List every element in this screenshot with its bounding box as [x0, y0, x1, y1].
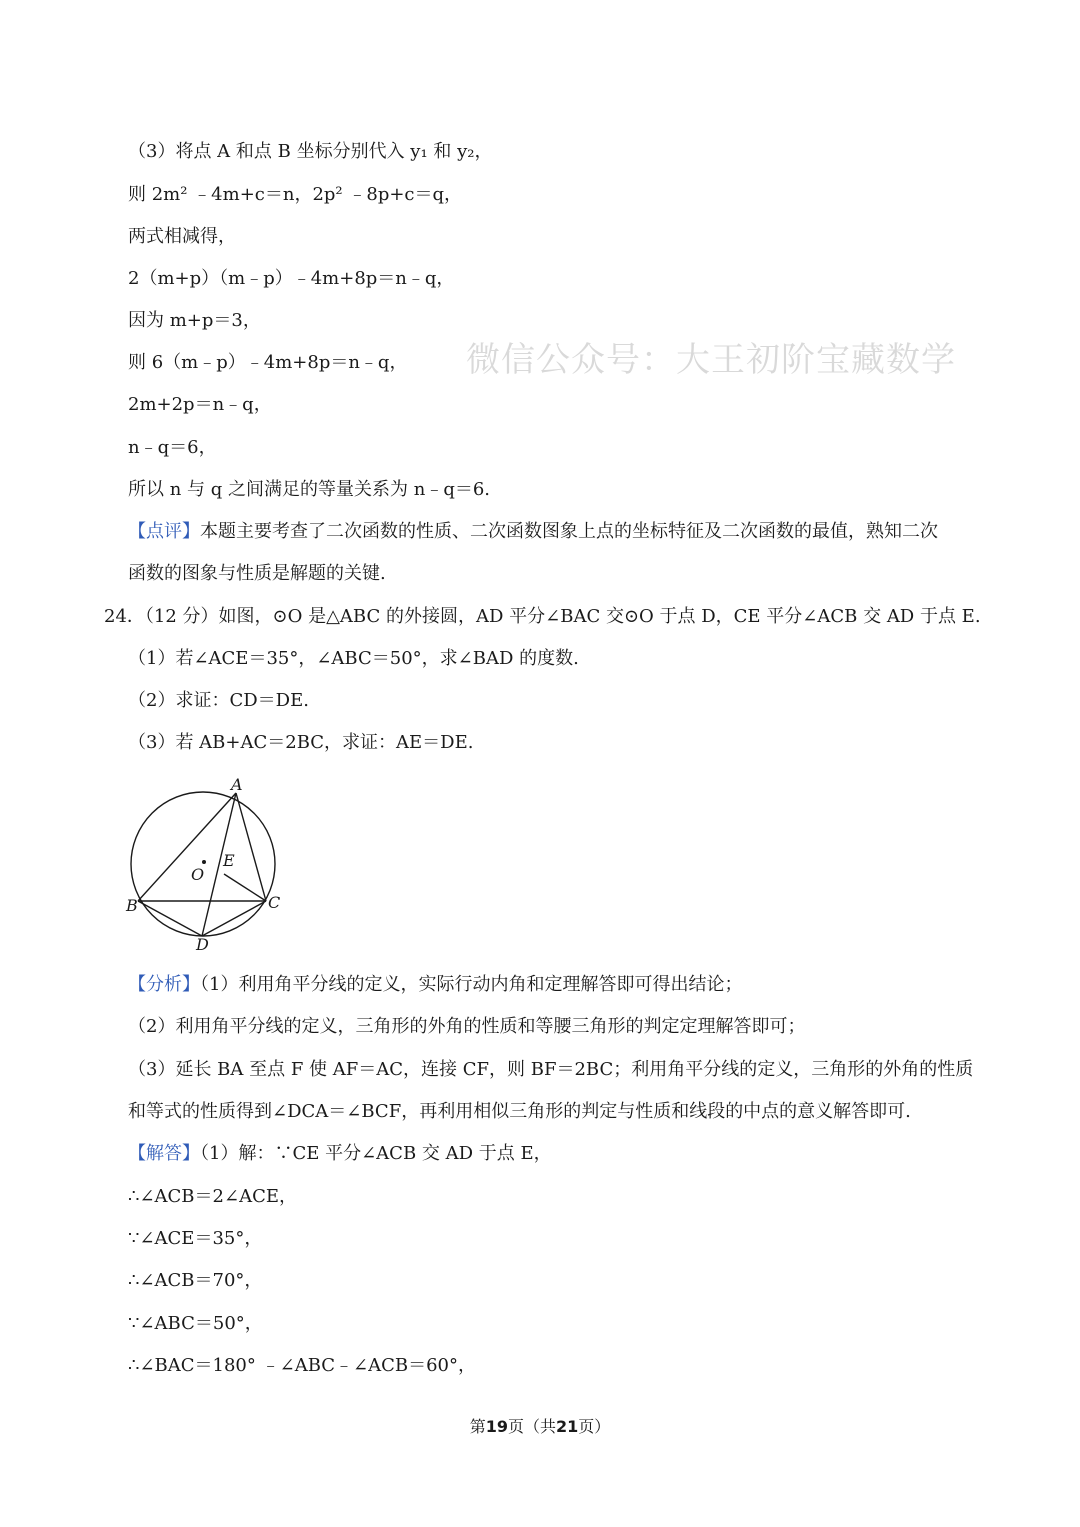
text-line	[128, 1015, 805, 1039]
line-text: 则 6（m﹣p）﹣4m+8p＝n﹣q，	[128, 352, 408, 373]
text-line	[128, 973, 742, 997]
question-24: 24．（12 分）如图，⊙O 是△ABC 的外接圆，AD 平分∠BAC 交⊙O 于点 D，CE 平分∠ACB 交 AD 于点 E.	[104, 606, 981, 627]
text-line	[128, 1312, 263, 1336]
text-line	[128, 267, 454, 291]
line-text: 2m+2p＝n﹣q，	[128, 394, 272, 415]
text-line	[128, 1100, 911, 1124]
line-text: ∵∠ACE＝35°，	[128, 1228, 263, 1249]
label-a: A	[231, 776, 243, 794]
footer-mid: 页（共	[507, 1417, 556, 1436]
line-text: 所以 n 与 q 之间满足的等量关系为 n﹣q＝6.	[128, 479, 491, 500]
footer-pre: 第	[469, 1417, 486, 1436]
text-line	[128, 562, 386, 586]
text-line	[128, 1142, 552, 1166]
text-line	[128, 1227, 262, 1251]
line-text: （2）利用角平分线的定义，三角形的外角的性质和等腰三角形的判定定理解答即可；	[128, 1016, 806, 1037]
line-text: ∴∠BAC＝180° ﹣∠ABC﹣∠ACB＝60°，	[128, 1355, 477, 1376]
line-text: （2）求证：CD＝DE.	[128, 690, 309, 711]
segment-ab	[138, 793, 236, 901]
line-text: 两式相减得，	[128, 226, 236, 247]
footer-post: 页）	[578, 1417, 611, 1436]
line-text: ∴∠ACB＝70°，	[128, 1270, 263, 1291]
line-text: ∵∠ABC＝50°，	[128, 1313, 263, 1334]
center-dot	[202, 860, 206, 864]
text-line	[128, 731, 473, 755]
text-line	[128, 436, 217, 460]
label-e: E	[223, 851, 235, 870]
footer-page: 19	[485, 1417, 508, 1436]
page-footer	[0, 1414, 1080, 1437]
text-line	[128, 478, 490, 502]
line-text: 本题主要考查了二次函数的性质、二次函数图象上点的坐标特征及二次函数的最值，熟知二次	[200, 521, 938, 542]
text-line	[128, 309, 261, 333]
circle-o	[131, 792, 275, 936]
line-text: （1）利用角平分线的定义，实际行动内角和定理解答即可得出结论；	[200, 974, 743, 995]
label-c: C	[268, 893, 281, 912]
section-tag: 【点评】	[128, 521, 200, 542]
geometry-figure	[124, 776, 284, 951]
label-b: B	[126, 896, 138, 915]
line-text: （3）延长 BA 至点 F 使 AF＝AC，连接 CF，则 BF＝2BC；利用角平分线的定义，三角形的外角的性质	[128, 1059, 974, 1080]
line-text: 则 2m² ﹣4m+c＝n，2p² ﹣8p+c＝q，	[128, 184, 463, 205]
label-o: O	[191, 865, 205, 884]
text-line	[128, 225, 236, 249]
text-line	[128, 140, 493, 164]
footer-total: 21	[556, 1417, 579, 1436]
text-line	[128, 1185, 297, 1209]
line-text: 因为 m+p＝3，	[128, 310, 261, 331]
line-text: 和等式的性质得到∠DCA＝∠BCF，再利用相似三角形的判定与性质和线段的中点的意义解答即可.	[128, 1101, 911, 1122]
text-line	[128, 647, 579, 671]
text-line	[128, 351, 407, 375]
section-tag: 【解答】	[128, 1143, 200, 1164]
text-line	[128, 1058, 973, 1082]
text-line	[128, 1269, 262, 1293]
line-text: （1）若∠ACE＝35°，∠ABC＝50°，求∠BAD 的度数.	[128, 648, 579, 669]
line-text: ∴∠ACB＝2∠ACE，	[128, 1186, 297, 1207]
segment-bd	[138, 901, 202, 936]
text-line	[128, 520, 938, 544]
text-line	[128, 393, 272, 417]
section-tag: 【分析】	[128, 974, 200, 995]
watermark: 微信公众号：大王初阶宝藏数学	[466, 340, 956, 380]
text-line	[128, 689, 309, 713]
line-text: 2（m+p）（m﹣p）﹣4m+8p＝n﹣q，	[128, 268, 455, 289]
line-text: （1）解：∵CE 平分∠ACB 交 AD 于点 E，	[200, 1143, 552, 1164]
text-line	[128, 183, 462, 207]
label-d: D	[196, 935, 209, 951]
line-text: n﹣q＝6，	[128, 437, 217, 458]
line-text: 函数的图象与性质是解题的关键.	[128, 563, 386, 584]
line-text: （3）若 AB+AC＝2BC，求证：AE＝DE.	[128, 732, 474, 753]
line-text: （3）将点 A 和点 B 坐标分别代入 y₁ 和 y₂，	[128, 141, 493, 162]
segment-cd	[202, 901, 266, 936]
text-line	[128, 1354, 476, 1378]
